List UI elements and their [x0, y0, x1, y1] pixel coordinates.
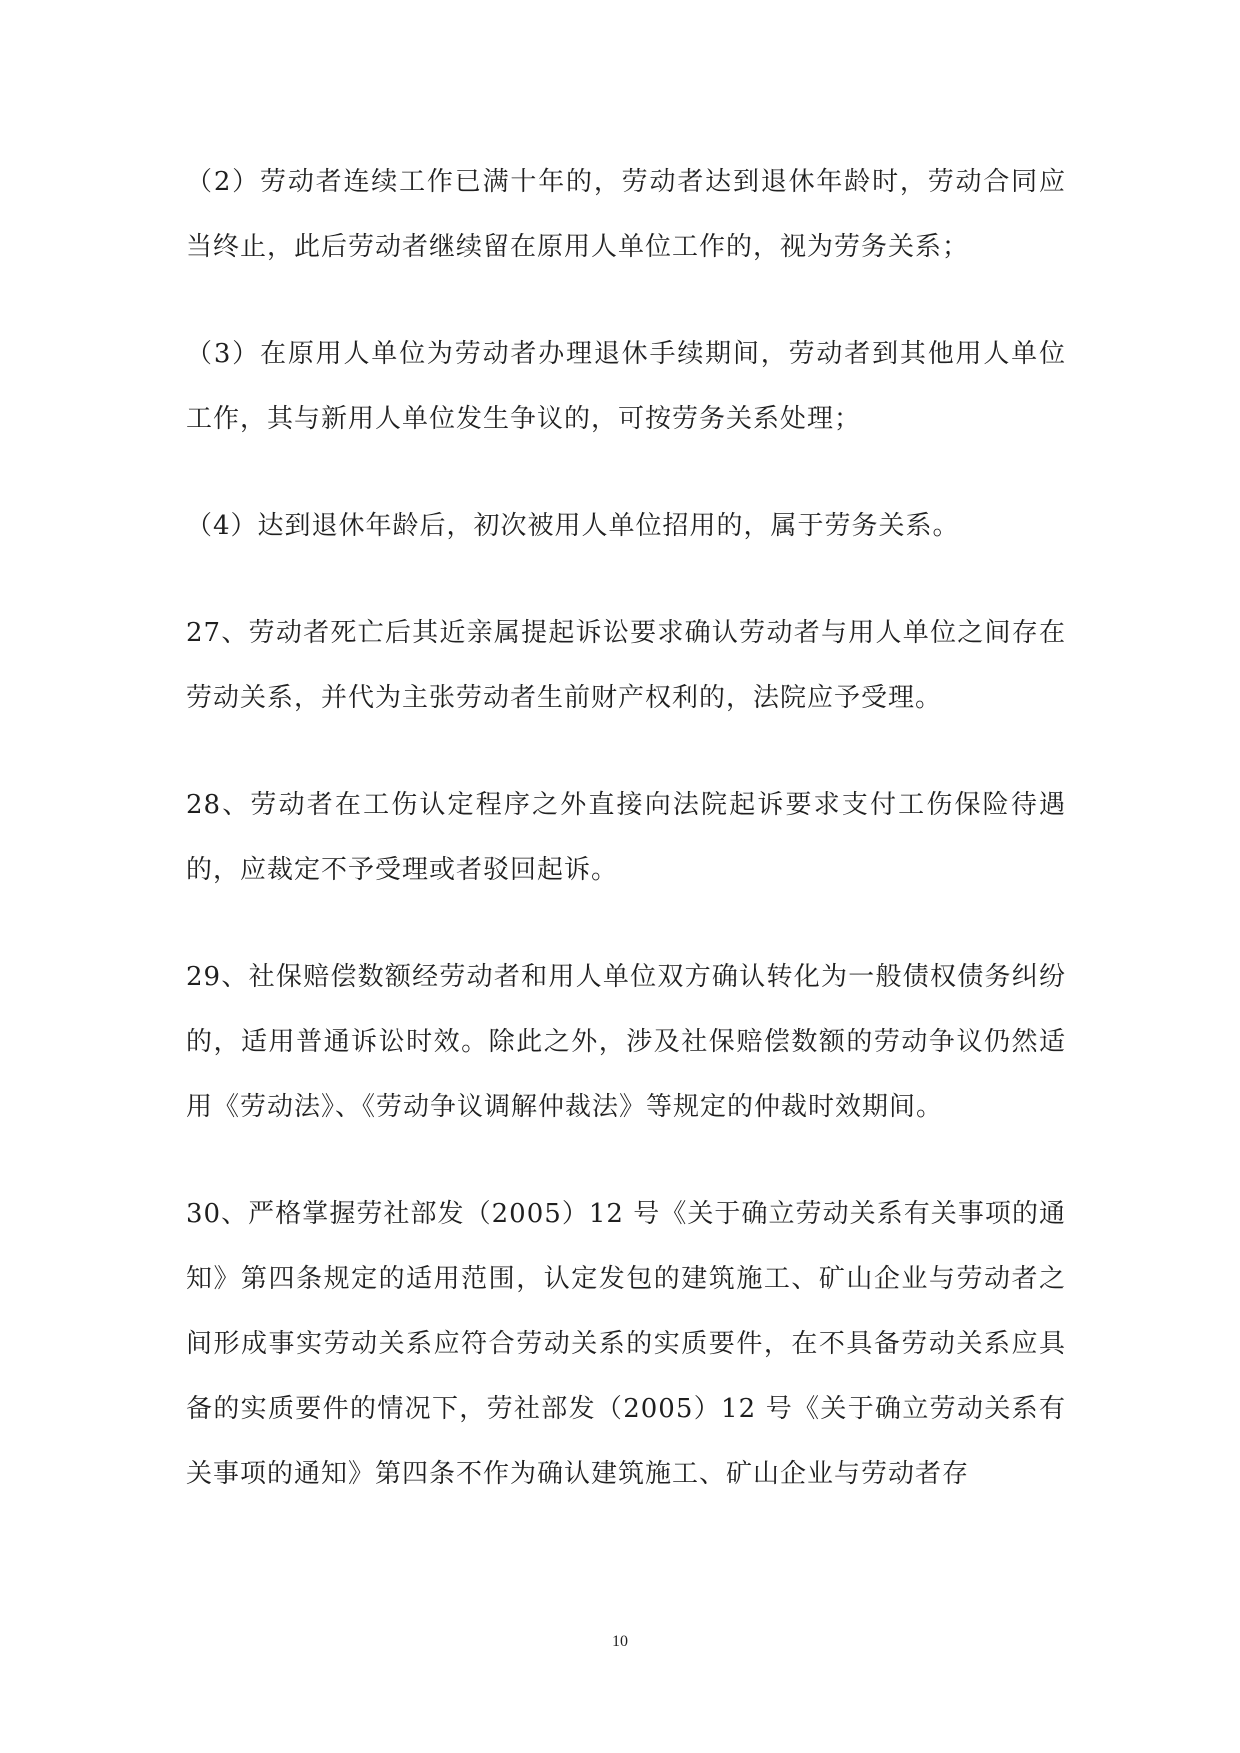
paragraph-article-29: 29、社保赔偿数额经劳动者和用人单位双方确认转化为一般债权债务纠纷的，适用普通诉讼时效。除此之外，涉及社保赔偿数额的劳动争议仍然适用《劳动法》、《劳动争议调解仲裁法》等规定的仲裁时效期间。 [186, 962, 1066, 1122]
document-body [186, 150, 1066, 1507]
paragraph-article-28: 28、劳动者在工伤认定程序之外直接向法院起诉要求支付工伤保险待遇的，应裁定不予受理或者驳回起诉。 [186, 790, 1066, 885]
paragraph-item-3: （3）在原用人单位为劳动者办理退休手续期间，劳动者到其他用人单位工作，其与新用人单位发生争议的，可按劳务关系处理； [186, 339, 1066, 434]
paragraph-item-4: （4）达到退休年龄后，初次被用人单位招用的，属于劳务关系。 [186, 511, 960, 541]
paragraph-item-2: （2）劳动者连续工作已满十年的，劳动者达到退休年龄时，劳动合同应当终止，此后劳动者继续留在原用人单位工作的，视为劳务关系； [186, 167, 1066, 262]
paragraph-article-30: 30、严格掌握劳社部发（2005）12 号《关于确立劳动关系有关事项的通知》第四条规定的适用范围，认定发包的建筑施工、矿山企业与劳动者之间形成事实劳动关系应符合劳动关系的实质要件，在不具备劳动关系应具备的实质要件的情况下，劳社部发（2005）12 号《关于确立劳动关系有关事项的通知》第四条不作为确认建筑施工、矿山企业与劳动者存 [186, 1199, 1066, 1489]
paragraph-article-27: 27、劳动者死亡后其近亲属提起诉讼要求确认劳动者与用人单位之间存在劳动关系，并代为主张劳动者生前财产权利的，法院应予受理。 [186, 618, 1066, 713]
page-number: 10 [612, 1633, 628, 1650]
